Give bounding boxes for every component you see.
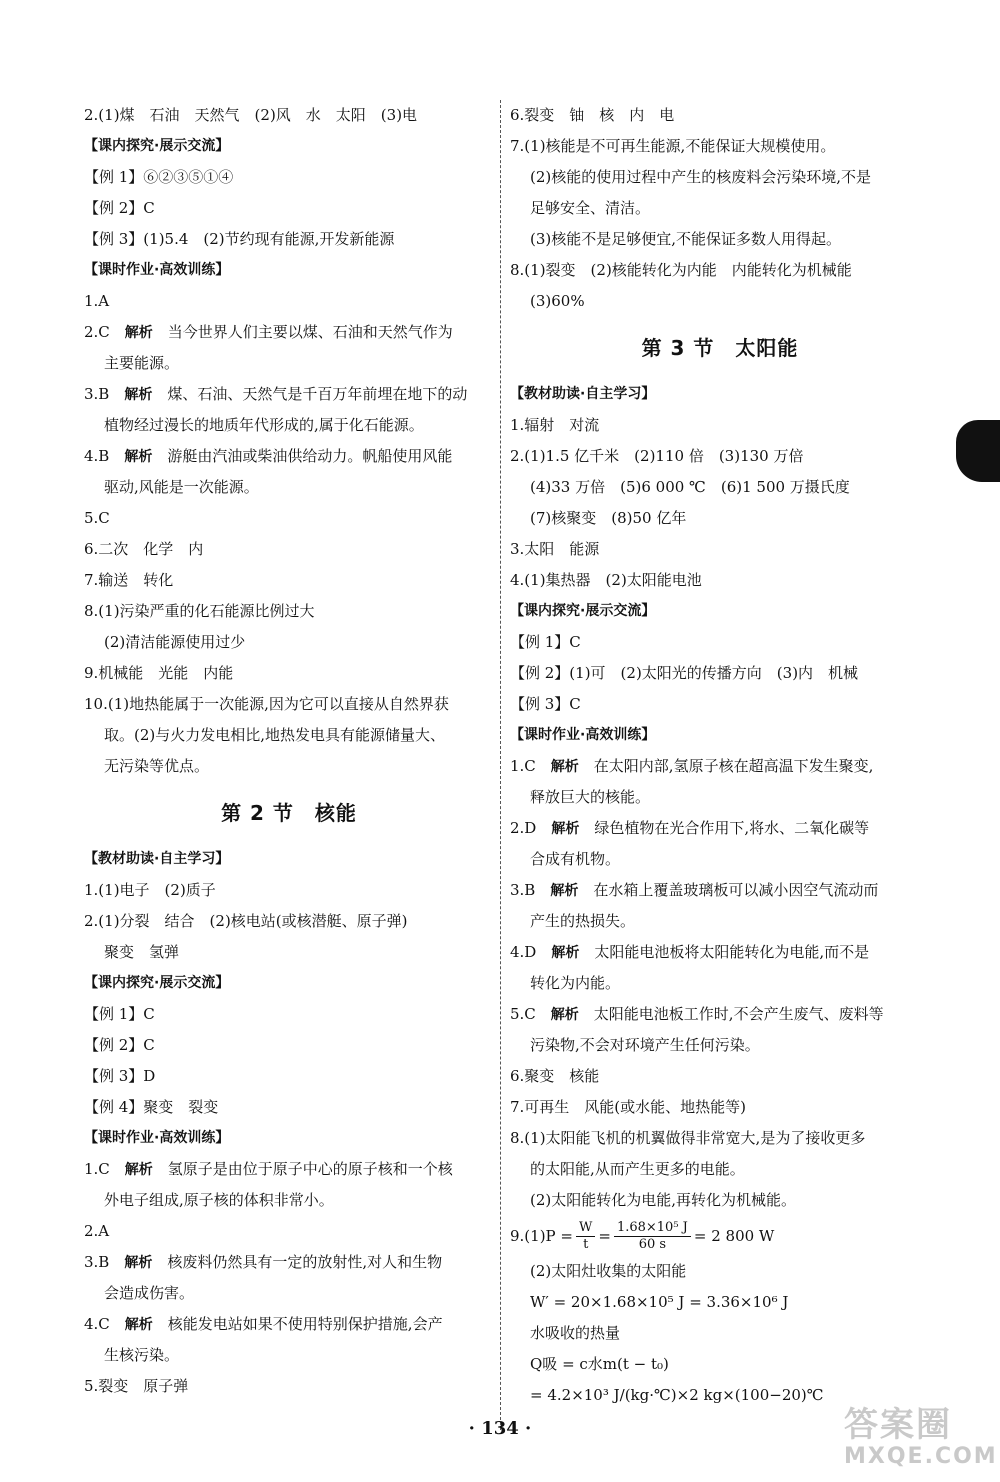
line-text: 1.A (84, 292, 110, 310)
answer-line (84, 1371, 494, 1402)
answer-line (510, 1185, 930, 1216)
analysis-label: 解析 (551, 821, 580, 837)
analysis-label: 解析 (124, 449, 153, 465)
line-text: 6.聚变 核能 (510, 1067, 600, 1085)
line-text: 【课时作业·高效训练】 (84, 262, 230, 278)
formula-text: = 2 800 W (693, 1227, 775, 1245)
line-text: 5.裂变 原子弹 (84, 1377, 189, 1395)
answer-line (84, 751, 494, 782)
answer-line (510, 534, 930, 565)
line-text: 取。(2)与火力发电相比,地热发电具有能源储量大、 (104, 726, 446, 744)
answer-line (510, 1256, 930, 1287)
subsection-heading (84, 255, 494, 286)
line-text: 主要能源。 (104, 354, 180, 372)
formula-text: 9.(1)P = (510, 1227, 573, 1245)
answer-line (510, 875, 930, 906)
answer-line (510, 751, 930, 782)
line-text: 【例 3】(1)5.4 (2)节约现有能源,开发新能源 (84, 230, 395, 248)
line-text: 3.B (84, 385, 125, 403)
answer-line (84, 937, 494, 968)
line-text: Q吸 = c水m(t − t₀) (530, 1355, 669, 1373)
answer-line (84, 286, 494, 317)
answer-line (510, 255, 930, 286)
line-text: 2.(1)1.5 亿千米 (2)110 倍 (3)130 万倍 (510, 447, 804, 465)
line-text: 无污染等优点。 (104, 757, 210, 775)
line-text: 5.C (510, 1005, 551, 1023)
answer-line (510, 937, 930, 968)
line-text: 【教材助读·自主学习】 (510, 386, 656, 402)
line-text: 【教材助读·自主学习】 (84, 851, 230, 867)
answer-line (84, 1154, 494, 1185)
line-text: = 4.2×10³ J/(kg·℃)×2 kg×(100−20)℃ (530, 1386, 824, 1404)
line-text: 7.(1)核能是不可再生能源,不能保证大规模使用。 (510, 137, 836, 155)
answer-line (84, 1185, 494, 1216)
answer-line (510, 565, 930, 596)
line-text: 释放巨大的核能。 (530, 788, 651, 806)
subsection-heading (510, 596, 930, 627)
answer-line (510, 162, 930, 193)
answer-line (84, 999, 494, 1030)
line-text: 1.(1)电子 (2)质子 (84, 881, 216, 899)
answer-line (510, 1154, 930, 1185)
answer-line (510, 441, 930, 472)
line-text: 4.B (84, 447, 125, 465)
answer-line (510, 1318, 930, 1349)
line-text: 1.C (84, 1160, 125, 1178)
answer-line (510, 224, 930, 255)
line-text: 【例 3】D (84, 1067, 156, 1085)
line-text: 2.D (510, 819, 552, 837)
analysis-text: 在水箱上覆盖玻璃板可以减小因空气流动而 (578, 881, 879, 899)
line-text: 【课时作业·高效训练】 (510, 727, 656, 743)
answer-line (84, 596, 494, 627)
line-text: (7)核聚变 (8)50 亿年 (530, 509, 687, 527)
line-text: 【例 2】C (84, 199, 155, 217)
line-text: (2)核能的使用过程中产生的核废料会污染环境,不是 (530, 168, 872, 186)
subsection-heading (510, 379, 930, 410)
line-text: 外电子组成,原子核的体积非常小。 (104, 1191, 334, 1209)
analysis-text: 氢原子是由位于原子中心的原子核和一个核 (152, 1160, 453, 1178)
analysis-text: 太阳能电池板工作时,不会产生废气、废料等 (578, 1005, 884, 1023)
analysis-text: 核废料仍然具有一定的放射性,对人和生物 (152, 1253, 443, 1271)
line-text: 3.太阳 能源 (510, 540, 600, 558)
right-column (510, 100, 930, 1411)
answer-line (84, 317, 494, 348)
analysis-label: 解析 (124, 1162, 153, 1178)
column-divider (500, 100, 501, 1430)
fraction-denominator: t (583, 1236, 589, 1252)
line-text: 2.A (84, 1222, 110, 1240)
line-text: 10.(1)地热能属于一次能源,因为它可以直接从自然界获 (84, 695, 449, 713)
analysis-label: 解析 (124, 1255, 153, 1271)
analysis-label: 解析 (124, 387, 153, 403)
page-edge-tab (956, 420, 1000, 482)
answer-line (510, 689, 930, 720)
answer-line (84, 100, 494, 131)
answer-line (510, 193, 930, 224)
answer-line (510, 503, 930, 534)
section-title (510, 317, 930, 379)
answer-line (84, 379, 494, 410)
analysis-text: 当今世界人们主要以煤、石油和天然气作为 (152, 323, 453, 341)
analysis-label: 解析 (124, 1317, 153, 1333)
analysis-text: 煤、石油、天然气是千百万年前埋在地下的动 (152, 385, 468, 403)
line-text: 的太阳能,从而产生更多的电能。 (530, 1160, 745, 1178)
answer-line (510, 1349, 930, 1380)
answer-line (84, 658, 494, 689)
answer-line (84, 348, 494, 379)
subsection-heading (84, 1123, 494, 1154)
line-text: 【课时作业·高效训练】 (84, 1130, 230, 1146)
answer-line (84, 410, 494, 441)
watermark-text: 答案圈 (844, 1405, 952, 1445)
line-text: 聚变 氢弹 (104, 943, 180, 961)
analysis-text: 游艇由汽油或柴油供给动力。帆船使用风能 (152, 447, 453, 465)
line-text: 会造成伤害。 (104, 1284, 195, 1302)
answer-line (510, 1123, 930, 1154)
answer-line (510, 968, 930, 999)
analysis-label: 解析 (550, 1007, 579, 1023)
answer-line (510, 131, 930, 162)
answer-line (84, 162, 494, 193)
line-text: 驱动,风能是一次能源。 (104, 478, 259, 496)
line-text: 第 3 节 太阳能 (641, 336, 799, 360)
line-text: (3)核能不是足够便宜,不能保证多数人用得起。 (530, 230, 842, 248)
left-column (84, 100, 494, 1402)
answer-line (84, 565, 494, 596)
line-text: 【课内探究·展示交流】 (84, 138, 230, 154)
fraction (614, 1220, 691, 1253)
line-text: 7.输送 转化 (84, 571, 174, 589)
line-text: W′ = 20×1.68×10⁵ J = 3.36×10⁶ J (530, 1293, 789, 1311)
answer-line (84, 1216, 494, 1247)
line-text: 4.D (510, 943, 552, 961)
fraction-numerator: W (576, 1220, 595, 1237)
line-text: 8.(1)污染严重的化石能源比例过大 (84, 602, 315, 620)
line-text: 3.B (510, 881, 551, 899)
line-text: (4)33 万倍 (5)6 000 ℃ (6)1 500 万摄氏度 (530, 478, 850, 496)
line-text: 植物经过漫长的地质年代形成的,属于化石能源。 (104, 416, 424, 434)
answer-line (510, 844, 930, 875)
answer-line (84, 1340, 494, 1371)
answer-line (510, 782, 930, 813)
answer-line (84, 1092, 494, 1123)
line-text: 8.(1)太阳能飞机的机翼做得非常宽大,是为了接收更多 (510, 1129, 866, 1147)
line-text: 污染物,不会对环境产生任何污染。 (530, 1036, 760, 1054)
answer-line (510, 472, 930, 503)
subsection-heading (84, 131, 494, 162)
line-text: 生核污染。 (104, 1346, 180, 1364)
line-text: 2.C (84, 323, 125, 341)
analysis-text: 核能发电站如果不使用特别保护措施,会产 (152, 1315, 443, 1333)
answer-line (510, 1061, 930, 1092)
line-text: 【课内探究·展示交流】 (510, 603, 656, 619)
answer-line (84, 875, 494, 906)
answer-line (84, 503, 494, 534)
line-text: (3)60% (530, 292, 585, 310)
line-text: 1.辐射 对流 (510, 416, 600, 434)
answer-line (84, 1309, 494, 1340)
answer-line (84, 1247, 494, 1278)
line-text: 2.(1)分裂 结合 (2)核电站(或核潜艇、原子弹) (84, 912, 408, 930)
answer-line (84, 441, 494, 472)
line-text: 【例 2】C (84, 1036, 155, 1054)
answer-line (510, 1287, 930, 1318)
answer-line (84, 906, 494, 937)
line-text: 3.B (84, 1253, 125, 1271)
line-text: 产生的热损失。 (530, 912, 636, 930)
line-text: 【例 2】(1)可 (2)太阳光的传播方向 (3)内 机械 (510, 664, 859, 682)
line-text: 5.C (84, 509, 110, 527)
analysis-label: 解析 (550, 883, 579, 899)
subsection-heading (510, 720, 930, 751)
answer-line (510, 1092, 930, 1123)
formula-line (510, 1216, 930, 1256)
answer-line (84, 472, 494, 503)
answer-line (510, 100, 930, 131)
answer-line (84, 193, 494, 224)
formula-text: = (598, 1227, 611, 1245)
answer-line (84, 1061, 494, 1092)
page-number: · 134 · (468, 1418, 532, 1439)
line-text: 【例 3】C (510, 695, 581, 713)
line-text: 6.二次 化学 内 (84, 540, 204, 558)
answer-line (84, 224, 494, 255)
analysis-label: 解析 (124, 325, 153, 341)
watermark-logo (844, 1405, 998, 1476)
line-text: 合成有机物。 (530, 850, 621, 868)
analysis-text: 绿色植物在光合作用下,将水、二氧化碳等 (579, 819, 870, 837)
line-text: 第 2 节 核能 (221, 801, 357, 825)
subsection-heading (84, 968, 494, 999)
line-text: 足够安全、清洁。 (530, 199, 651, 217)
fraction-denominator: 60 s (638, 1236, 667, 1252)
answer-line (84, 627, 494, 658)
line-text: 4.(1)集热器 (2)太阳能电池 (510, 571, 702, 589)
line-text: 8.(1)裂变 (2)核能转化为内能 内能转化为机械能 (510, 261, 852, 279)
line-text: 6.裂变 铀 核 内 电 (510, 106, 675, 124)
fraction-numerator: 1.68×10⁵ J (614, 1220, 691, 1237)
line-text: (2)清洁能源使用过少 (104, 633, 246, 651)
analysis-label: 解析 (551, 945, 580, 961)
fraction (576, 1220, 595, 1253)
answer-line (510, 1030, 930, 1061)
line-text: 1.C (510, 757, 551, 775)
line-text: 2.(1)煤 石油 天然气 (2)风 水 太阳 (3)电 (84, 106, 418, 124)
answer-line (510, 999, 930, 1030)
answer-line (510, 410, 930, 441)
line-text: 水吸收的热量 (530, 1324, 621, 1342)
answer-line (84, 720, 494, 751)
answer-line (510, 906, 930, 937)
line-text: 9.机械能 光能 内能 (84, 664, 234, 682)
answer-line (84, 534, 494, 565)
line-text: 转化为内能。 (530, 974, 621, 992)
answer-line (84, 1030, 494, 1061)
line-text: 【例 1】C (84, 1005, 155, 1023)
answer-line (84, 689, 494, 720)
line-text: 4.C (84, 1315, 125, 1333)
answer-line (510, 286, 930, 317)
answer-line (510, 627, 930, 658)
section-title (84, 782, 494, 844)
line-text: (2)太阳能转化为电能,再转化为机械能。 (530, 1191, 797, 1209)
watermark-url: MXQE.COM (844, 1444, 998, 1469)
answer-line (510, 658, 930, 689)
analysis-label: 解析 (550, 759, 579, 775)
line-text: (2)太阳灶收集的太阳能 (530, 1262, 687, 1280)
analysis-text: 太阳能电池板将太阳能转化为电能,而不是 (579, 943, 870, 961)
analysis-text: 在太阳内部,氢原子核在超高温下发生聚变, (578, 757, 874, 775)
line-text: 7.可再生 风能(或水能、地热能等) (510, 1098, 747, 1116)
subsection-heading (84, 844, 494, 875)
answer-line (84, 1278, 494, 1309)
line-text: 【课内探究·展示交流】 (84, 975, 230, 991)
answer-line (510, 813, 930, 844)
line-text: 【例 1】C (510, 633, 581, 651)
line-text: 【例 4】聚变 裂变 (84, 1098, 219, 1116)
line-text: 【例 1】⑥②③⑤①④ (84, 168, 234, 186)
